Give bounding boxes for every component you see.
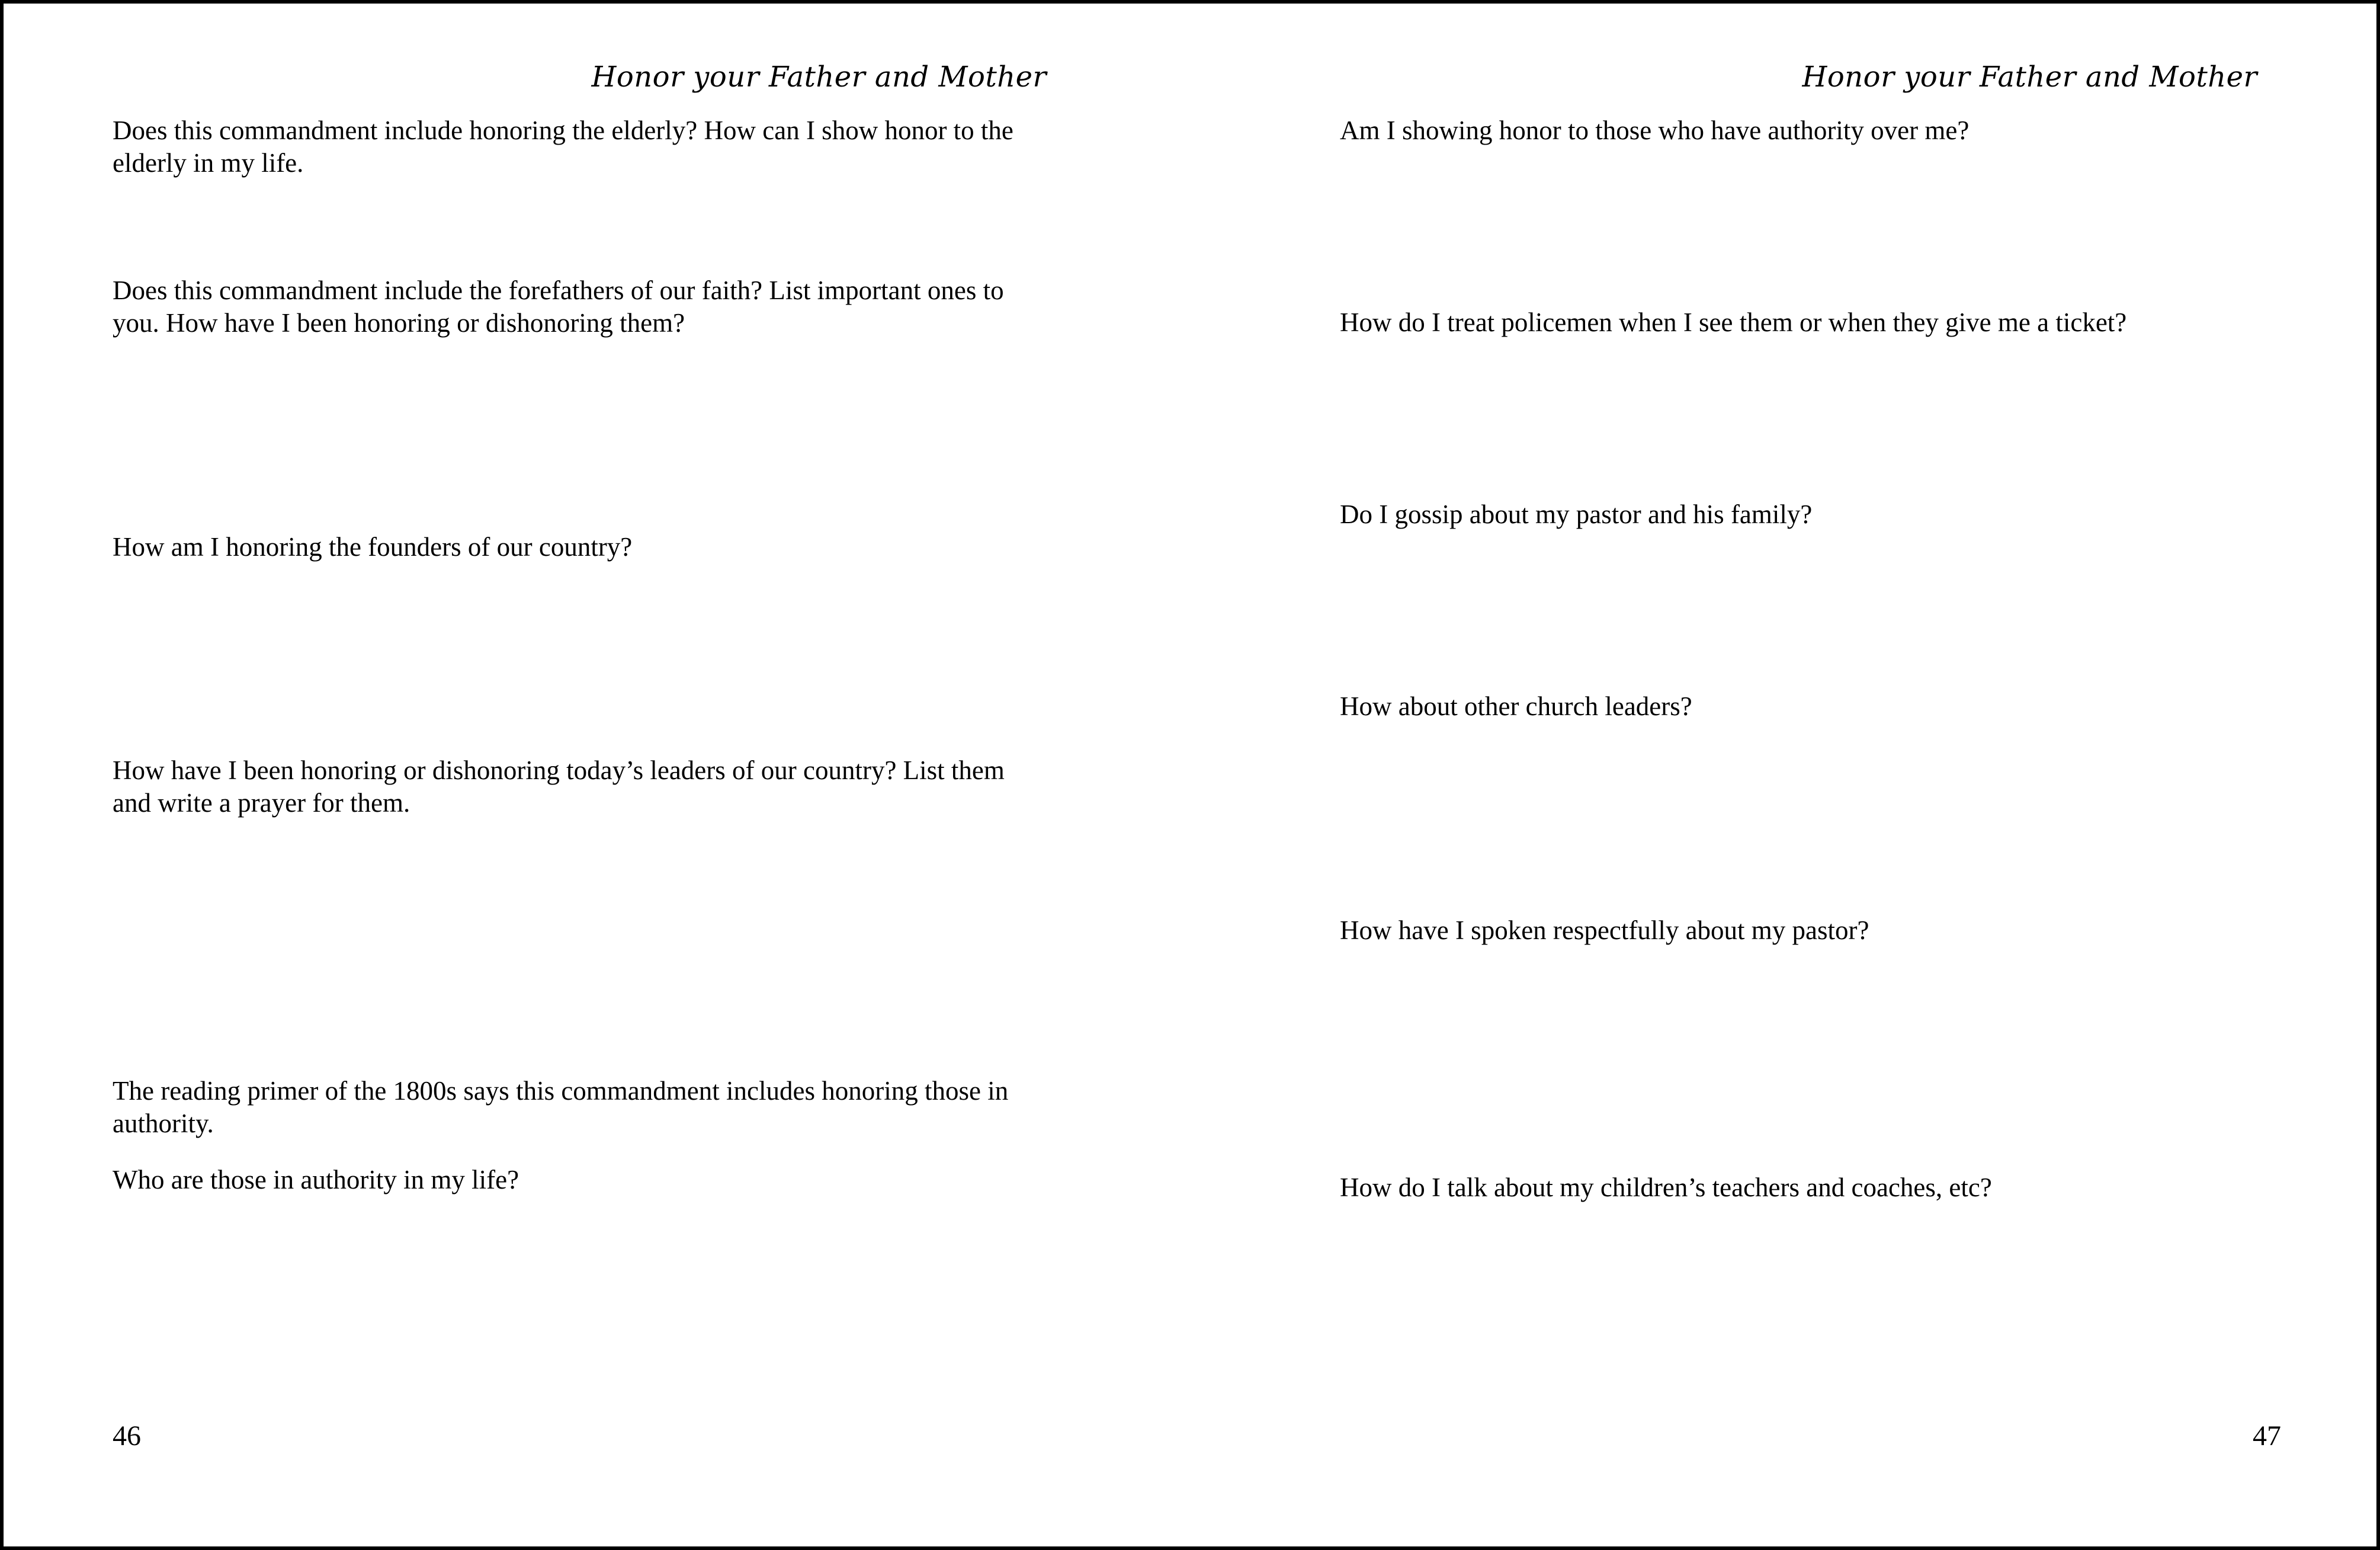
left-page-number: 46 bbox=[113, 1420, 141, 1452]
question-honoring-elderly: Does this commandment include honoring the elderly? How can I show honor to the elderly in my life. bbox=[113, 116, 1013, 178]
question-treat-policemen: How do I treat policemen when I see them or when they give me a ticket? bbox=[1340, 308, 2127, 337]
question-forefathers-of-faith: Does this commandment include the forefathers of our faith? List important ones to you. How have I been honoring or dishonoring them? bbox=[113, 276, 1004, 338]
reading-primer-statement: The reading primer of the 1800s says this commandment includes honoring those in authority. bbox=[113, 1076, 1009, 1138]
question-those-in-authority: Who are those in authority in my life? bbox=[113, 1165, 519, 1194]
question-gossip-pastor: Do I gossip about my pastor and his family? bbox=[1340, 499, 1813, 529]
question-teachers-and-coaches: How do I talk about my children’s teachers and coaches, etc? bbox=[1340, 1173, 1992, 1202]
question-founders-of-country: How am I honoring the founders of our country? bbox=[113, 532, 633, 562]
left-page bbox=[4, 4, 1190, 1546]
question-showing-honor-authority: Am I showing honor to those who have authority over me? bbox=[1340, 116, 1970, 145]
left-running-header: Honor your Father and Mother bbox=[591, 60, 1047, 94]
question-todays-leaders: How have I been honoring or dishonoring today’s leaders of our country? List them and write a prayer for them. bbox=[113, 755, 1005, 818]
question-other-church-leaders: How about other church leaders? bbox=[1340, 691, 1692, 721]
question-spoken-respectfully-pastor: How have I spoken respectfully about my pastor? bbox=[1340, 915, 1869, 945]
right-running-header: Honor your Father and Mother bbox=[1802, 60, 2257, 94]
right-page bbox=[1192, 4, 2378, 1546]
right-page-number: 47 bbox=[2253, 1420, 2281, 1452]
